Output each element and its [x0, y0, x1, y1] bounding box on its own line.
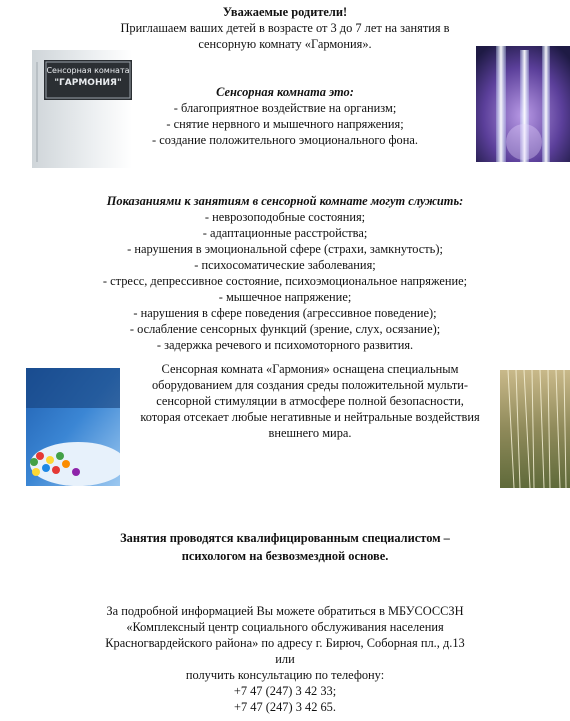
- equipment-line: Сенсорная комната «Гармония» оснащена специальным: [161, 362, 459, 376]
- door-sign-photo: [32, 50, 132, 168]
- contact-line: «Комплексный центр социального обслуживания населения: [126, 620, 444, 634]
- invitation-line-1: Приглашаем ваших детей в возрасте от 3 до 7 лет на занятия в: [120, 21, 450, 35]
- indication-item: - ослабление сенсорных функций (зрение, слух, осязание);: [129, 322, 441, 336]
- door-sign-line-2: "ГАРМОНИЯ": [54, 78, 122, 88]
- equipment-line: внешнего мира.: [268, 426, 352, 440]
- indications-heading: Показаниями к занятиям в сенсорной комнате могут служить:: [106, 194, 464, 208]
- invitation-line-2: сенсорную комнату «Гармония».: [198, 37, 372, 51]
- header-block: [0, 4, 570, 52]
- phone-number: +7 47 (247) 3 42 33;: [233, 684, 337, 698]
- contact-line: За подробной информацией Вы можете обратиться в МБУСОССЗН: [106, 604, 464, 618]
- equipment-line: оборудованием для создания среды положительной мульти-: [151, 378, 469, 392]
- specialist-line-1: Занятия проводятся квалифицированным специалистом –: [120, 531, 450, 545]
- greeting: Уважаемые родители!: [222, 5, 348, 19]
- fiber-optic-photo: [500, 370, 570, 488]
- equipment-line: сенсорной стимуляции в атмосфере полной безопасности,: [156, 394, 464, 408]
- specialist-block: [80, 529, 490, 565]
- door-sign-text: [46, 65, 130, 89]
- contact-block: [60, 603, 510, 715]
- indication-item: - адаптационные расстройства;: [202, 226, 368, 240]
- indication-item: - задержка речевого и психомоторного развития.: [156, 338, 414, 352]
- indication-item: - нарушения в эмоциональной сфере (страхи, замкнутость);: [127, 242, 443, 256]
- phone-number: +7 47 (247) 3 42 65.: [234, 700, 336, 714]
- indications-block: [60, 193, 510, 353]
- door-sign-line-1: Сенсорная комната: [46, 66, 130, 75]
- equipment-block: [120, 361, 500, 441]
- sensory-room-item: - благоприятное воздействие на организм;: [173, 101, 397, 115]
- contact-line: Красногвардейского района» по адресу г. Бирюч, Соборная пл., д.13: [105, 636, 465, 650]
- sensory-room-item: - создание положительного эмоционального фона.: [152, 133, 418, 147]
- sensory-room-item: - снятие нервного и мышечного напряжения;: [166, 117, 404, 131]
- sensory-room-block: [120, 84, 450, 148]
- indication-item: - психосоматические заболевания;: [194, 258, 376, 272]
- indication-item: - мышечное напряжение;: [218, 290, 352, 304]
- indication-item: - стресс, депрессивное состояние, психоэмоциональное напряжение;: [102, 274, 468, 288]
- equipment-line: которая отсекает любые негативные и нейтральные воздействия: [140, 410, 480, 424]
- specialist-line-2: психологом на безвозмездной основе.: [181, 549, 389, 563]
- sensory-room-heading: Сенсорная комната это:: [216, 85, 354, 99]
- ball-pool-photo: [26, 368, 120, 486]
- contact-line: или: [275, 652, 295, 666]
- indication-item: - неврозоподобные состояния;: [204, 210, 366, 224]
- indication-item: - нарушения в сфере поведения (агрессивное поведение);: [133, 306, 437, 320]
- contact-line: получить консультацию по телефону:: [185, 668, 385, 682]
- bubble-tube-photo: [476, 46, 570, 162]
